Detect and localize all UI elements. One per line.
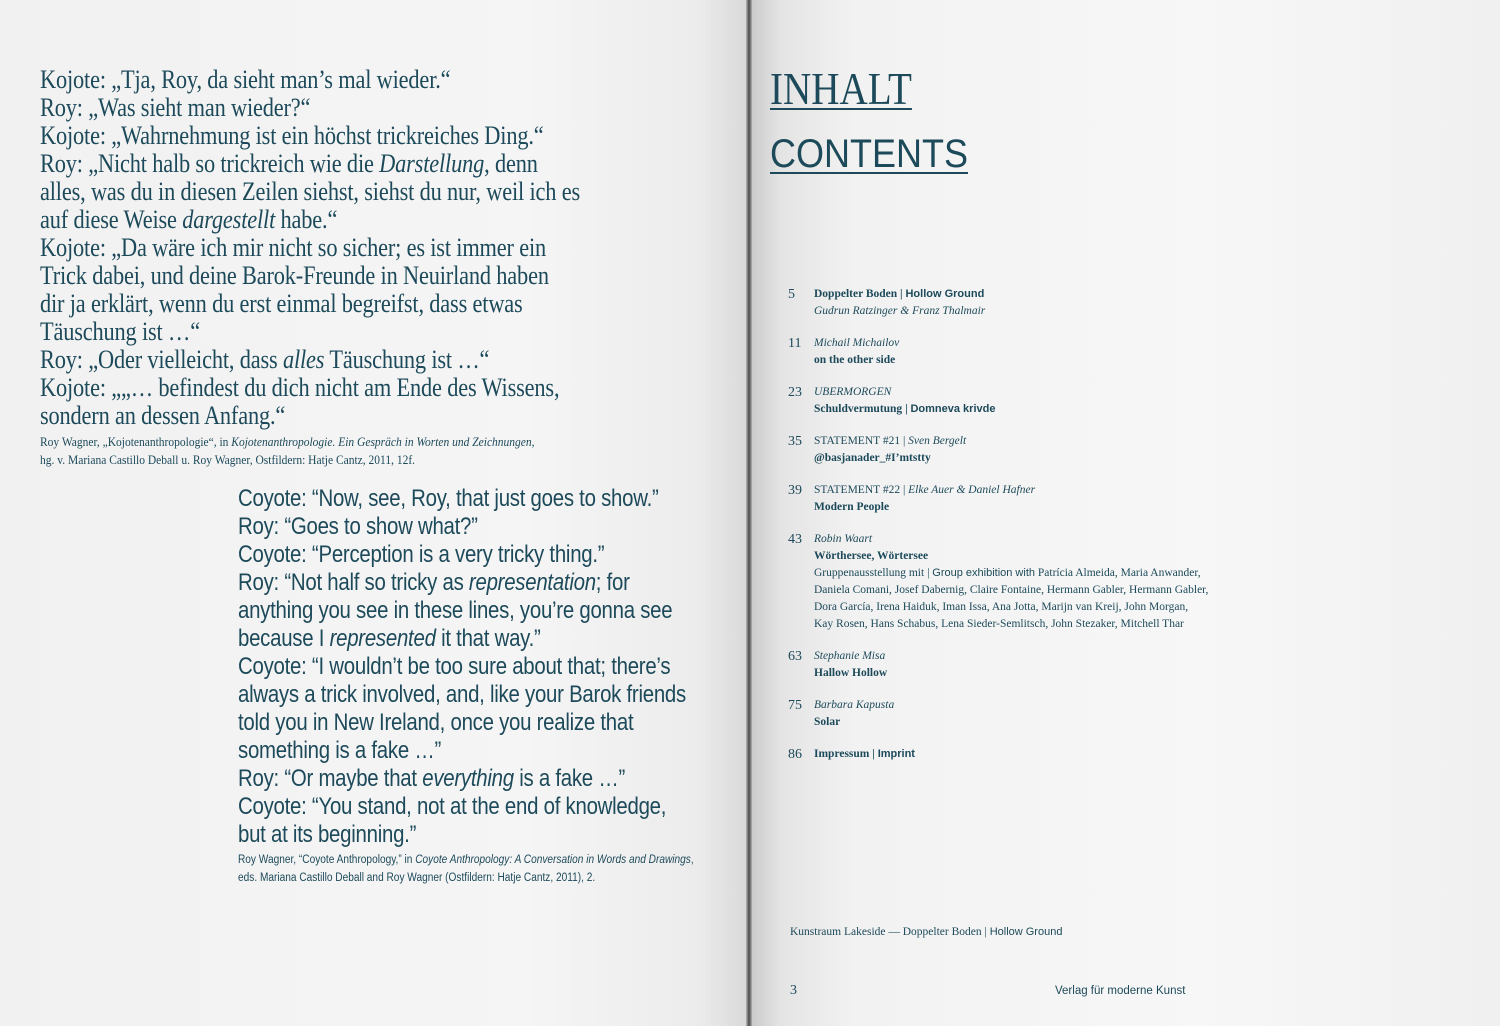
toc-author: Barbara Kapusta — [814, 699, 895, 711]
toc-title: Modern People — [814, 501, 890, 513]
english-dialogue-line — [238, 765, 714, 793]
german-citation-text: Roy Wagner, „Kojotenanthropologie“, in — [40, 435, 232, 449]
toc-line — [814, 401, 1250, 418]
toc-participants: Daniela Comani, Josef Dabernig, Claire Fontaine, Hermann Gabler, Hermann Gabler, — [814, 584, 1209, 596]
toc-title-en: Imprint — [877, 748, 915, 760]
toc-participants-line — [814, 616, 1250, 633]
english-citation-text: eds. Mariana Castillo Deball and Roy Wagner (Ostfildern: Hatje Cantz, 2011), 2. — [238, 872, 596, 884]
toc-entry[interactable] — [770, 648, 1250, 682]
toc-author: Michail Michailov — [814, 337, 900, 349]
toc-line — [814, 697, 1250, 714]
toc-participants: Patrícia Almeida, Maria Anwander, — [1035, 567, 1201, 579]
english-dialogue-text: always a trick involved, and, like your Barok friends — [238, 681, 686, 708]
footer-separator: | — [981, 926, 990, 938]
toc-line — [814, 499, 1250, 516]
english-citation-line — [238, 851, 731, 869]
german-dialogue-text: Kojote: „Tja, Roy, da sieht man’s mal wieder.“ — [40, 65, 451, 94]
german-dialogue-line — [40, 177, 580, 206]
english-dialogue-line — [238, 821, 714, 849]
german-dialogue-line — [40, 233, 547, 262]
toc-author: Stephanie Misa — [814, 650, 886, 662]
toc-authors: Gudrun Ratzinger & Franz Thalmair — [814, 305, 986, 317]
toc-entry[interactable] — [770, 286, 1250, 320]
english-dialogue — [238, 485, 714, 849]
german-dialogue-text: , denn — [484, 149, 538, 178]
english-dialogue-line — [238, 653, 714, 681]
toc-participants: Dora García, Irena Haiduk, Iman Issa, Ana Jotta, Marijn van Kreij, John Morgan, — [814, 601, 1189, 613]
english-dialogue-text: representation — [468, 569, 596, 596]
toc-author: Elke Auer & Daniel Hafner — [908, 484, 1036, 496]
german-dialogue-line — [40, 402, 522, 430]
toc-page-number: 86 — [788, 747, 802, 762]
english-dialogue-text: something is a fake …” — [238, 737, 442, 764]
table-of-contents — [770, 286, 1250, 778]
german-dialogue-text: alles, was du in diesen Zeilen siehst, siehst du nur, weil ich es — [40, 177, 580, 206]
german-dialogue-text: sondern an dessen Anfang.“ — [40, 401, 286, 430]
toc-title: Solar — [814, 716, 841, 728]
toc-page-number: 5 — [788, 287, 795, 302]
toc-line — [814, 482, 1250, 499]
english-dialogue-text: told you in New Ireland, once you realize that — [238, 709, 634, 736]
toc-entry[interactable] — [770, 746, 1250, 763]
german-dialogue-line — [40, 66, 522, 94]
toc-line — [814, 286, 1250, 303]
english-dialogue-text: Roy: “Not half so tricky as — [238, 569, 469, 596]
german-citation-line — [40, 433, 610, 451]
footer-title-serif: Kunstraum Lakeside — Doppelter Boden — [790, 926, 982, 938]
toc-participants-line — [814, 565, 1250, 582]
english-dialogue-line — [238, 737, 714, 765]
english-dialogue-text: Coyote: “You stand, not at the end of knowledge, — [238, 793, 667, 820]
toc-label: STATEMENT #21 — [814, 435, 901, 447]
toc-entry[interactable] — [770, 697, 1250, 731]
toc-author: Sven Bergelt — [908, 435, 967, 447]
toc-line — [814, 450, 1250, 467]
german-citation-line — [40, 451, 610, 469]
toc-entry[interactable] — [770, 482, 1250, 516]
toc-line — [814, 433, 1250, 450]
toc-line — [814, 665, 1250, 682]
book-gutter — [746, 0, 752, 1026]
toc-body-lead: Gruppenausstellung mit — [814, 567, 925, 579]
toc-line — [814, 531, 1250, 548]
german-citation — [40, 433, 610, 469]
toc-page-number: 23 — [788, 385, 802, 400]
toc-separator: | — [900, 484, 909, 496]
english-dialogue-line — [238, 597, 714, 625]
english-dialogue-line — [238, 709, 714, 737]
german-dialogue-text: Kojote: „Wahrnehmung ist ein höchst trickreiches Ding.“ — [40, 121, 544, 150]
german-dialogue-line — [40, 373, 560, 402]
german-dialogue-text: auf diese Weise — [40, 205, 183, 234]
german-dialogue-line — [40, 149, 538, 178]
heading-inhalt: INHALT — [770, 63, 912, 114]
german-dialogue-line — [40, 94, 522, 122]
toc-entry[interactable] — [770, 384, 1250, 418]
german-dialogue-text: habe.“ — [275, 205, 338, 234]
english-dialogue-text: is a fake …” — [513, 765, 626, 792]
german-dialogue-line — [40, 261, 549, 290]
english-citation-line — [238, 869, 731, 887]
german-dialogue-text: Roy: „Oder vielleicht, dass — [40, 345, 283, 374]
german-dialogue-text: Trick dabei, und deine Barok-Freunde in Neuirland haben — [40, 261, 549, 290]
toc-separator: | — [902, 403, 911, 415]
toc-title-en: Domneva krivde — [910, 403, 996, 415]
toc-page-number: 39 — [788, 483, 802, 498]
toc-label: STATEMENT #22 — [814, 484, 901, 496]
english-dialogue-text: represented — [329, 625, 436, 652]
publisher-name: Verlag für moderne Kunst — [1055, 985, 1186, 997]
english-citation-text: , — [690, 854, 694, 866]
toc-author: Robin Waart — [814, 533, 873, 545]
german-citation-text: , — [531, 435, 535, 449]
heading-contents: CONTENTS — [770, 132, 968, 176]
toc-title: @basjanader_#I’mtstty — [814, 452, 931, 464]
english-dialogue-text: ; for — [595, 569, 630, 596]
toc-line — [814, 548, 1250, 565]
toc-entry[interactable] — [770, 433, 1250, 467]
english-dialogue-text: it that way.” — [435, 625, 541, 652]
english-citation-text: Roy Wagner, “Coyote Anthropology,” in — [238, 854, 416, 866]
english-dialogue-line — [238, 513, 714, 541]
english-dialogue-line — [238, 541, 714, 569]
german-dialogue-text: dargestellt — [182, 205, 276, 234]
toc-author: UBERMORGEN — [814, 386, 892, 398]
english-dialogue-text: anything you see in these lines, you’re gonna see — [238, 597, 673, 624]
footer-title — [790, 924, 1062, 940]
english-dialogue-line — [238, 569, 714, 597]
english-dialogue-text: Coyote: “I wouldn’t be too sure about that; there’s — [238, 653, 671, 680]
german-dialogue-text: Darstellung — [379, 149, 485, 178]
german-dialogue-text: Roy: „Was sieht man wieder?“ — [40, 93, 311, 122]
toc-title-en: Hollow Ground — [905, 288, 985, 300]
toc-separator: | — [924, 567, 933, 579]
german-dialogue-text: alles — [282, 345, 325, 374]
toc-entry[interactable] — [770, 335, 1250, 369]
german-dialogue-line — [40, 346, 522, 374]
toc-separator: | — [869, 748, 878, 760]
toc-line — [814, 352, 1250, 369]
german-citation-text: hg. v. Mariana Castillo Deball u. Roy Wagner, Ostfildern: Hatje Cantz, 2011, 12f. — [40, 453, 416, 467]
german-dialogue-text: Kojote: „„… befindest du dich nicht am Ende des Wissens, — [40, 373, 560, 402]
german-dialogue — [40, 65, 580, 430]
toc-separator: | — [897, 288, 906, 300]
page-number: 3 — [790, 983, 797, 998]
toc-line — [814, 746, 1250, 763]
toc-entry[interactable] — [770, 531, 1250, 633]
english-dialogue-text: Roy: “Goes to show what?” — [238, 513, 478, 540]
toc-participants-line — [814, 599, 1250, 616]
english-dialogue-text: Coyote: “Perception is a very tricky thing.” — [238, 541, 605, 568]
toc-title: Doppelter Boden — [814, 288, 898, 300]
german-dialogue-line — [40, 318, 522, 346]
toc-title: Impressum — [814, 748, 870, 760]
english-citation — [238, 851, 731, 887]
toc-participants-line — [814, 582, 1250, 599]
german-dialogue-text: Roy: „Nicht halb so trickreich wie die — [40, 149, 380, 178]
toc-line — [814, 714, 1250, 731]
english-dialogue-text: because I — [238, 625, 330, 652]
english-dialogue-line — [238, 681, 714, 709]
toc-title: Wörthersee, Wörtersee — [814, 550, 929, 562]
english-dialogue-text: Coyote: “Now, see, Roy, that just goes to show.” — [238, 485, 659, 512]
toc-title: on the other side — [814, 354, 896, 366]
english-dialogue-text: everything — [422, 765, 514, 792]
toc-separator: | — [900, 435, 909, 447]
toc-body-lead-en: Group exhibition with — [932, 567, 1035, 579]
english-dialogue-line — [238, 485, 714, 513]
toc-page-number: 43 — [788, 532, 802, 547]
toc-page-number: 11 — [788, 336, 802, 351]
toc-page-number: 63 — [788, 649, 802, 664]
english-citation-text: Coyote Anthropology: A Conversation in Words and Drawings — [415, 854, 691, 866]
german-dialogue-text: Kojote: „Da wäre ich mir nicht so sicher; es ist immer ein — [40, 233, 547, 262]
toc-title: Hallow Hollow — [814, 667, 888, 679]
toc-line — [814, 335, 1250, 352]
toc-page-number: 75 — [788, 698, 802, 713]
german-dialogue-text: dir ja erklärt, wenn du erst einmal begreifst, dass etwas — [40, 289, 523, 318]
german-dialogue-text: Täuschung ist …“ — [40, 317, 200, 346]
toc-line — [814, 648, 1250, 665]
footer-title-sans: Hollow Ground — [989, 926, 1063, 938]
toc-line — [814, 384, 1250, 401]
german-dialogue-line — [40, 290, 522, 318]
english-dialogue-line — [238, 793, 714, 821]
german-dialogue-line — [40, 206, 522, 234]
toc-page-number: 35 — [788, 434, 802, 449]
english-dialogue-text: Roy: “Or maybe that — [238, 765, 423, 792]
german-citation-text: Kojotenanthropologie. Ein Gespräch in Worten und Zeichnungen — [231, 435, 532, 449]
german-dialogue-text: Täuschung ist …“ — [324, 345, 490, 374]
toc-title: Schuldvermutung — [814, 403, 903, 415]
german-dialogue-line — [40, 121, 544, 150]
toc-participants: Kay Rosen, Hans Schabus, Lena Sieder-Semlitsch, John Stezaker, Mitchell Thar — [814, 618, 1184, 630]
english-dialogue-line — [238, 625, 714, 653]
english-dialogue-text: but at its beginning.” — [238, 821, 417, 848]
